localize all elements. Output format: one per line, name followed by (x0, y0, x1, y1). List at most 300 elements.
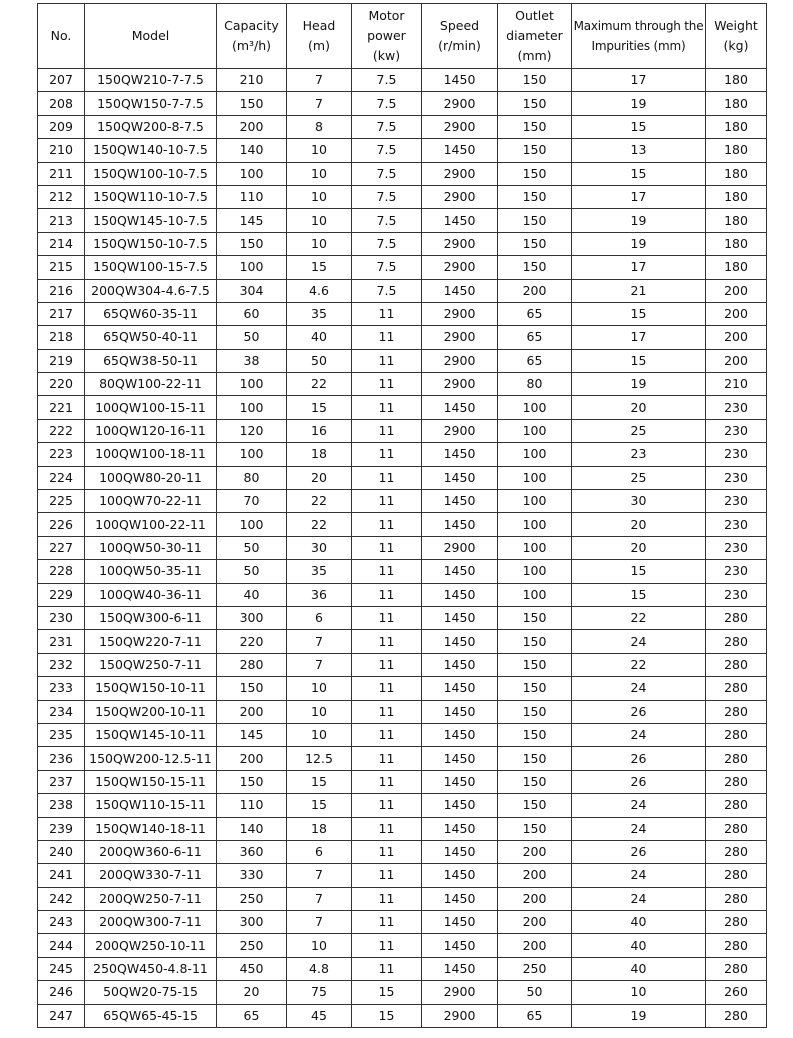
cell-motor-power: 11 (352, 957, 422, 980)
cell-head: 15 (287, 794, 352, 817)
cell-capacity: 70 (217, 490, 287, 513)
cell-no: 245 (38, 957, 85, 980)
table-row (38, 139, 767, 162)
cell-weight: 180 (706, 232, 767, 255)
cell-head: 10 (287, 209, 352, 232)
cell-motor-power: 11 (352, 419, 422, 442)
cell-weight: 280 (706, 606, 767, 629)
cell-no: 224 (38, 466, 85, 489)
cell-max-impurities: 19 (572, 373, 706, 396)
cell-capacity: 304 (217, 279, 287, 302)
table-row (38, 92, 767, 115)
cell-max-impurities: 21 (572, 279, 706, 302)
cell-capacity: 200 (217, 700, 287, 723)
cell-capacity: 50 (217, 536, 287, 559)
cell-capacity: 110 (217, 794, 287, 817)
cell-model: 150QW100-15-7.5 (85, 256, 217, 279)
table-row (38, 560, 767, 583)
cell-motor-power: 11 (352, 817, 422, 840)
cell-max-impurities: 40 (572, 911, 706, 934)
cell-capacity: 40 (217, 583, 287, 606)
cell-motor-power: 11 (352, 349, 422, 372)
cell-speed: 1450 (422, 957, 498, 980)
cell-motor-power: 7.5 (352, 232, 422, 255)
cell-model: 100QW50-30-11 (85, 536, 217, 559)
cell-weight: 280 (706, 770, 767, 793)
cell-speed: 2900 (422, 185, 498, 208)
cell-max-impurities: 40 (572, 957, 706, 980)
cell-capacity: 150 (217, 232, 287, 255)
cell-no: 228 (38, 560, 85, 583)
cell-no: 242 (38, 887, 85, 910)
cell-speed: 1450 (422, 723, 498, 746)
cell-motor-power: 11 (352, 911, 422, 934)
cell-motor-power: 7.5 (352, 162, 422, 185)
cell-head: 15 (287, 770, 352, 793)
table-row (38, 69, 767, 92)
cell-model: 200QW330-7-11 (85, 864, 217, 887)
cell-max-impurities: 15 (572, 162, 706, 185)
cell-weight: 280 (706, 794, 767, 817)
cell-no: 220 (38, 373, 85, 396)
cell-outlet-diameter: 150 (498, 92, 572, 115)
cell-no: 219 (38, 349, 85, 372)
cell-no: 213 (38, 209, 85, 232)
cell-motor-power: 11 (352, 630, 422, 653)
cell-capacity: 150 (217, 770, 287, 793)
cell-motor-power: 7.5 (352, 256, 422, 279)
header-head: Head (m) (287, 4, 352, 69)
cell-capacity: 100 (217, 443, 287, 466)
cell-speed: 1450 (422, 490, 498, 513)
cell-model: 100QW100-15-11 (85, 396, 217, 419)
cell-max-impurities: 24 (572, 817, 706, 840)
cell-speed: 1450 (422, 817, 498, 840)
cell-capacity: 450 (217, 957, 287, 980)
cell-motor-power: 11 (352, 373, 422, 396)
cell-capacity: 150 (217, 92, 287, 115)
table-row (38, 864, 767, 887)
cell-capacity: 360 (217, 840, 287, 863)
cell-head: 12.5 (287, 747, 352, 770)
cell-model: 200QW300-7-11 (85, 911, 217, 934)
cell-capacity: 110 (217, 185, 287, 208)
cell-speed: 2900 (422, 419, 498, 442)
table-row (38, 513, 767, 536)
cell-head: 7 (287, 653, 352, 676)
table-row (38, 653, 767, 676)
cell-weight: 230 (706, 419, 767, 442)
cell-capacity: 145 (217, 209, 287, 232)
cell-model: 150QW140-18-11 (85, 817, 217, 840)
cell-capacity: 250 (217, 934, 287, 957)
cell-outlet-diameter: 65 (498, 326, 572, 349)
table-row (38, 326, 767, 349)
header-model: Model (85, 4, 217, 69)
table-row (38, 723, 767, 746)
cell-max-impurities: 13 (572, 139, 706, 162)
cell-weight: 200 (706, 279, 767, 302)
cell-model: 150QW110-15-11 (85, 794, 217, 817)
cell-head: 45 (287, 1004, 352, 1027)
cell-max-impurities: 15 (572, 349, 706, 372)
cell-model: 150QW140-10-7.5 (85, 139, 217, 162)
cell-max-impurities: 19 (572, 232, 706, 255)
cell-outlet-diameter: 100 (498, 513, 572, 536)
cell-no: 233 (38, 677, 85, 700)
cell-outlet-diameter: 100 (498, 560, 572, 583)
cell-no: 239 (38, 817, 85, 840)
cell-speed: 1450 (422, 934, 498, 957)
cell-model: 65QW65-45-15 (85, 1004, 217, 1027)
cell-outlet-diameter: 150 (498, 747, 572, 770)
cell-no: 215 (38, 256, 85, 279)
cell-motor-power: 15 (352, 981, 422, 1004)
cell-motor-power: 7.5 (352, 279, 422, 302)
header-no: No. (38, 4, 85, 69)
cell-outlet-diameter: 150 (498, 232, 572, 255)
cell-max-impurities: 17 (572, 256, 706, 279)
cell-model: 150QW150-10-7.5 (85, 232, 217, 255)
cell-no: 236 (38, 747, 85, 770)
cell-head: 50 (287, 349, 352, 372)
table-row (38, 911, 767, 934)
cell-outlet-diameter: 150 (498, 700, 572, 723)
cell-speed: 2900 (422, 1004, 498, 1027)
table-row (38, 443, 767, 466)
table-row (38, 349, 767, 372)
cell-speed: 1450 (422, 606, 498, 629)
cell-model: 100QW50-35-11 (85, 560, 217, 583)
cell-capacity: 60 (217, 302, 287, 325)
cell-weight: 200 (706, 302, 767, 325)
table-row (38, 747, 767, 770)
cell-head: 20 (287, 466, 352, 489)
cell-max-impurities: 22 (572, 653, 706, 676)
cell-outlet-diameter: 100 (498, 583, 572, 606)
cell-speed: 1450 (422, 443, 498, 466)
cell-outlet-diameter: 150 (498, 723, 572, 746)
header-speed: Speed (r/min) (422, 4, 498, 69)
cell-weight: 180 (706, 139, 767, 162)
cell-speed: 1450 (422, 209, 498, 232)
cell-motor-power: 11 (352, 606, 422, 629)
cell-speed: 1450 (422, 864, 498, 887)
cell-capacity: 100 (217, 162, 287, 185)
cell-head: 6 (287, 840, 352, 863)
cell-speed: 2900 (422, 981, 498, 1004)
table-row (38, 583, 767, 606)
cell-capacity: 210 (217, 69, 287, 92)
cell-motor-power: 11 (352, 653, 422, 676)
cell-weight: 180 (706, 92, 767, 115)
cell-model: 150QW110-10-7.5 (85, 185, 217, 208)
cell-speed: 1450 (422, 69, 498, 92)
cell-weight: 280 (706, 840, 767, 863)
cell-motor-power: 11 (352, 513, 422, 536)
cell-outlet-diameter: 100 (498, 490, 572, 513)
cell-motor-power: 11 (352, 466, 422, 489)
cell-model: 100QW100-22-11 (85, 513, 217, 536)
cell-max-impurities: 20 (572, 396, 706, 419)
cell-motor-power: 11 (352, 934, 422, 957)
cell-no: 227 (38, 536, 85, 559)
cell-speed: 1450 (422, 840, 498, 863)
cell-head: 35 (287, 560, 352, 583)
table-row (38, 770, 767, 793)
cell-max-impurities: 19 (572, 209, 706, 232)
cell-speed: 1450 (422, 794, 498, 817)
cell-model: 150QW210-7-7.5 (85, 69, 217, 92)
header-row (38, 4, 767, 69)
cell-capacity: 140 (217, 817, 287, 840)
cell-head: 8 (287, 115, 352, 138)
cell-max-impurities: 24 (572, 794, 706, 817)
cell-max-impurities: 26 (572, 700, 706, 723)
cell-weight: 230 (706, 560, 767, 583)
cell-weight: 230 (706, 443, 767, 466)
cell-weight: 280 (706, 1004, 767, 1027)
table-row (38, 279, 767, 302)
cell-speed: 2900 (422, 302, 498, 325)
cell-weight: 280 (706, 887, 767, 910)
cell-max-impurities: 26 (572, 747, 706, 770)
cell-speed: 1450 (422, 139, 498, 162)
cell-motor-power: 7.5 (352, 209, 422, 232)
cell-outlet-diameter: 150 (498, 770, 572, 793)
cell-speed: 1450 (422, 279, 498, 302)
cell-outlet-diameter: 50 (498, 981, 572, 1004)
cell-speed: 1450 (422, 677, 498, 700)
cell-weight: 180 (706, 256, 767, 279)
cell-capacity: 65 (217, 1004, 287, 1027)
cell-weight: 230 (706, 513, 767, 536)
cell-speed: 1450 (422, 700, 498, 723)
cell-weight: 230 (706, 536, 767, 559)
cell-max-impurities: 15 (572, 560, 706, 583)
cell-capacity: 280 (217, 653, 287, 676)
cell-head: 22 (287, 513, 352, 536)
cell-motor-power: 11 (352, 794, 422, 817)
cell-outlet-diameter: 150 (498, 162, 572, 185)
table-row (38, 396, 767, 419)
cell-motor-power: 11 (352, 887, 422, 910)
cell-speed: 2900 (422, 115, 498, 138)
table-row (38, 232, 767, 255)
cell-speed: 2900 (422, 536, 498, 559)
cell-max-impurities: 17 (572, 185, 706, 208)
cell-capacity: 100 (217, 256, 287, 279)
cell-weight: 280 (706, 864, 767, 887)
cell-max-impurities: 24 (572, 630, 706, 653)
cell-no: 223 (38, 443, 85, 466)
cell-motor-power: 11 (352, 396, 422, 419)
cell-outlet-diameter: 150 (498, 209, 572, 232)
table-row (38, 162, 767, 185)
cell-no: 226 (38, 513, 85, 536)
cell-head: 35 (287, 302, 352, 325)
cell-model: 150QW150-15-11 (85, 770, 217, 793)
cell-outlet-diameter: 150 (498, 185, 572, 208)
table-row (38, 606, 767, 629)
cell-model: 65QW38-50-11 (85, 349, 217, 372)
cell-outlet-diameter: 65 (498, 1004, 572, 1027)
cell-motor-power: 11 (352, 747, 422, 770)
cell-head: 10 (287, 185, 352, 208)
cell-outlet-diameter: 150 (498, 139, 572, 162)
cell-weight: 280 (706, 630, 767, 653)
header-max-impurities: Maximum through the Impurities (mm) (572, 4, 706, 69)
cell-weight: 230 (706, 466, 767, 489)
cell-capacity: 250 (217, 887, 287, 910)
cell-weight: 180 (706, 69, 767, 92)
header-motor-power: Motor power (kw) (352, 4, 422, 69)
cell-outlet-diameter: 65 (498, 302, 572, 325)
cell-motor-power: 11 (352, 770, 422, 793)
table-row (38, 419, 767, 442)
cell-weight: 230 (706, 490, 767, 513)
cell-capacity: 220 (217, 630, 287, 653)
cell-model: 200QW250-10-11 (85, 934, 217, 957)
cell-no: 243 (38, 911, 85, 934)
cell-capacity: 100 (217, 373, 287, 396)
cell-no: 238 (38, 794, 85, 817)
cell-max-impurities: 10 (572, 981, 706, 1004)
cell-head: 36 (287, 583, 352, 606)
table-row (38, 1004, 767, 1027)
cell-head: 22 (287, 373, 352, 396)
cell-head: 30 (287, 536, 352, 559)
cell-max-impurities: 24 (572, 864, 706, 887)
cell-motor-power: 11 (352, 302, 422, 325)
cell-model: 250QW450-4.8-11 (85, 957, 217, 980)
cell-model: 150QW145-10-7.5 (85, 209, 217, 232)
cell-model: 150QW200-10-11 (85, 700, 217, 723)
cell-max-impurities: 23 (572, 443, 706, 466)
table-row (38, 209, 767, 232)
cell-motor-power: 11 (352, 677, 422, 700)
table-row (38, 466, 767, 489)
cell-outlet-diameter: 65 (498, 349, 572, 372)
cell-capacity: 200 (217, 747, 287, 770)
cell-outlet-diameter: 250 (498, 957, 572, 980)
cell-model: 65QW50-40-11 (85, 326, 217, 349)
cell-max-impurities: 25 (572, 419, 706, 442)
cell-model: 100QW120-16-11 (85, 419, 217, 442)
cell-motor-power: 7.5 (352, 139, 422, 162)
cell-max-impurities: 15 (572, 115, 706, 138)
table-row (38, 536, 767, 559)
cell-head: 7 (287, 69, 352, 92)
cell-head: 10 (287, 723, 352, 746)
cell-no: 212 (38, 185, 85, 208)
cell-max-impurities: 22 (572, 606, 706, 629)
cell-max-impurities: 30 (572, 490, 706, 513)
cell-weight: 230 (706, 396, 767, 419)
pump-spec-table (37, 3, 767, 1028)
cell-no: 247 (38, 1004, 85, 1027)
cell-capacity: 300 (217, 911, 287, 934)
cell-weight: 280 (706, 934, 767, 957)
table-row (38, 630, 767, 653)
cell-model: 150QW145-10-11 (85, 723, 217, 746)
header-weight: Weight (kg) (706, 4, 767, 69)
cell-model: 150QW200-12.5-11 (85, 747, 217, 770)
cell-max-impurities: 24 (572, 723, 706, 746)
table-row (38, 887, 767, 910)
cell-no: 231 (38, 630, 85, 653)
cell-motor-power: 11 (352, 840, 422, 863)
cell-outlet-diameter: 150 (498, 606, 572, 629)
cell-weight: 200 (706, 349, 767, 372)
cell-head: 15 (287, 396, 352, 419)
cell-model: 50QW20-75-15 (85, 981, 217, 1004)
cell-weight: 280 (706, 957, 767, 980)
table-row (38, 373, 767, 396)
cell-weight: 230 (706, 583, 767, 606)
cell-max-impurities: 26 (572, 840, 706, 863)
table-row (38, 981, 767, 1004)
cell-motor-power: 11 (352, 490, 422, 513)
cell-speed: 2900 (422, 92, 498, 115)
cell-weight: 210 (706, 373, 767, 396)
cell-model: 150QW200-8-7.5 (85, 115, 217, 138)
cell-head: 22 (287, 490, 352, 513)
cell-capacity: 50 (217, 326, 287, 349)
cell-motor-power: 15 (352, 1004, 422, 1027)
table-row (38, 185, 767, 208)
table-row (38, 490, 767, 513)
cell-motor-power: 7.5 (352, 185, 422, 208)
cell-weight: 180 (706, 185, 767, 208)
cell-outlet-diameter: 150 (498, 115, 572, 138)
cell-no: 241 (38, 864, 85, 887)
cell-weight: 180 (706, 115, 767, 138)
header-outlet-diameter: Outlet diameter (mm) (498, 4, 572, 69)
cell-outlet-diameter: 150 (498, 677, 572, 700)
cell-no: 229 (38, 583, 85, 606)
cell-outlet-diameter: 150 (498, 69, 572, 92)
cell-model: 150QW150-7-7.5 (85, 92, 217, 115)
cell-motor-power: 7.5 (352, 69, 422, 92)
cell-weight: 280 (706, 677, 767, 700)
cell-speed: 1450 (422, 770, 498, 793)
table-row (38, 115, 767, 138)
cell-outlet-diameter: 150 (498, 817, 572, 840)
cell-head: 10 (287, 700, 352, 723)
cell-model: 100QW70-22-11 (85, 490, 217, 513)
cell-head: 4.6 (287, 279, 352, 302)
cell-weight: 180 (706, 209, 767, 232)
cell-head: 10 (287, 139, 352, 162)
cell-head: 7 (287, 864, 352, 887)
cell-outlet-diameter: 200 (498, 279, 572, 302)
cell-head: 18 (287, 817, 352, 840)
cell-head: 10 (287, 677, 352, 700)
cell-motor-power: 11 (352, 723, 422, 746)
table-row (38, 934, 767, 957)
cell-outlet-diameter: 150 (498, 630, 572, 653)
cell-no: 210 (38, 139, 85, 162)
cell-model: 100QW80-20-11 (85, 466, 217, 489)
cell-model: 200QW304-4.6-7.5 (85, 279, 217, 302)
cell-max-impurities: 26 (572, 770, 706, 793)
cell-head: 7 (287, 911, 352, 934)
cell-speed: 1450 (422, 887, 498, 910)
cell-head: 10 (287, 934, 352, 957)
cell-speed: 1450 (422, 747, 498, 770)
cell-speed: 2900 (422, 349, 498, 372)
